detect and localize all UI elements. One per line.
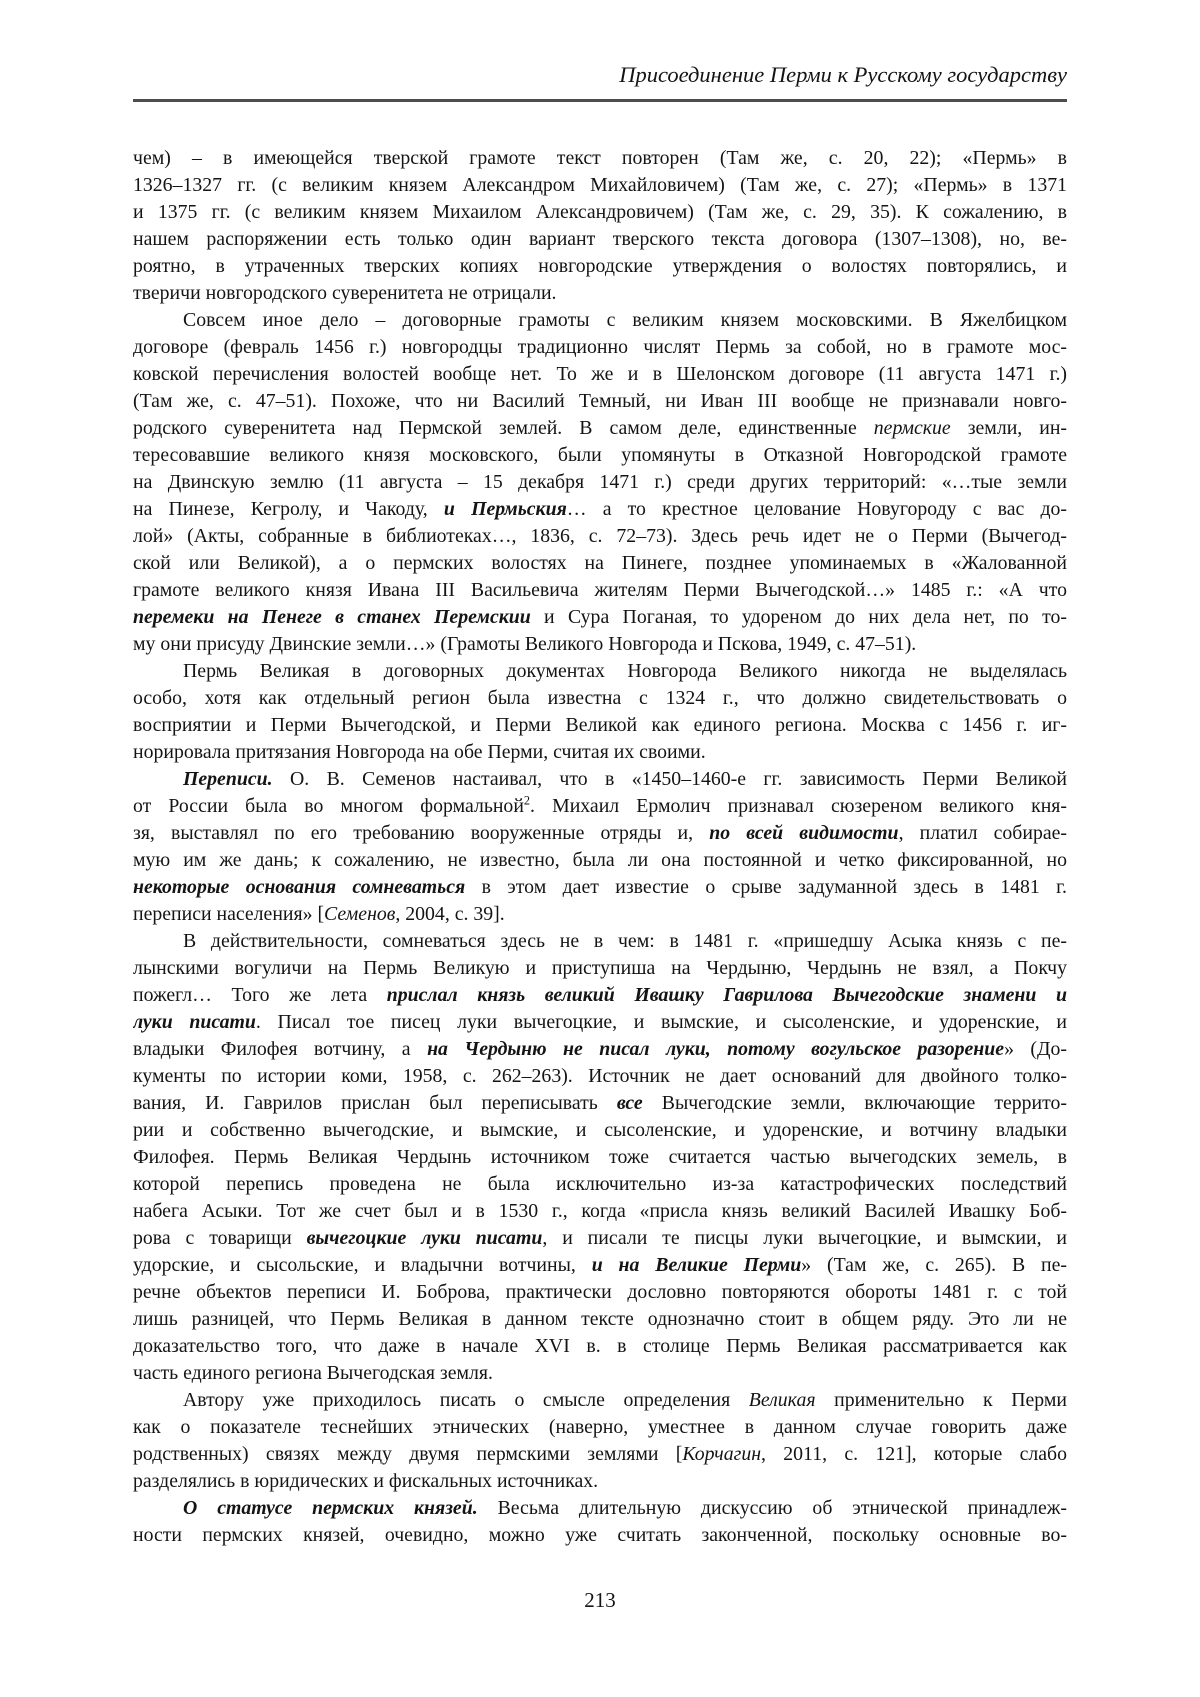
- text-run: родского суверенитета над Пермской землей. В самом деле, единственные: [133, 417, 874, 439]
- text-line: [133, 253, 1067, 280]
- text-run: » (До-: [1004, 1038, 1067, 1060]
- header-rule: [133, 99, 1067, 102]
- text-run: которой перепись проведена не была исключительно из-за катастрофических последствий: [133, 1173, 1067, 1195]
- text-run: восприятии и Перми Вычегодской, и Перми Великой как единого региона. Москва с 1456 г. иг-: [133, 714, 1067, 736]
- text-run: 1326–1327 гг. (с великим князем Александром Михайловичем) (Там же, с. 27); «Пермь» в 1371: [133, 174, 1067, 196]
- text-line: [133, 1009, 1067, 1036]
- paragraph: [133, 1387, 1067, 1495]
- text-line: [133, 820, 1067, 847]
- text-run: нашем распоряжении есть только один вариант тверского текста договора (1307–1308), но, ве-: [133, 228, 1067, 250]
- text-line: [133, 712, 1067, 739]
- text-run: в этом дает известие о срыве задуманной здесь в 1481 г.: [465, 876, 1067, 898]
- text-run: норировала притязания Новгорода на обе Перми, считая их своими.: [133, 741, 706, 763]
- text-run: часть единого региона Вычегодская земля.: [133, 1362, 493, 1384]
- emphasis-run: прислал князь великий Ивашку Гаврилова Вычегодские знамени и: [386, 984, 1067, 1006]
- text-run: , и писали те писцы луки вычегоцкие, и вымскии, и: [542, 1227, 1067, 1249]
- text-line: [133, 874, 1067, 901]
- text-run: на Двинскую землю (11 августа – 15 декабря 1471 г.) среди других территорий: «…тые земли: [133, 471, 1067, 493]
- emphasis-run: на Чердыню не писал луки, потому вогульское разорение: [427, 1038, 1005, 1060]
- text-line: [133, 658, 1067, 685]
- text-line: [133, 1198, 1067, 1225]
- text-line: [133, 1252, 1067, 1279]
- text-run: рова с товарищи: [133, 1227, 307, 1249]
- emphasis-run: и Пермьския: [443, 498, 567, 520]
- text-run: чем) – в имеющейся тверской грамоте текст повторен (Там же, с. 20, 22); «Пермь» в: [133, 147, 1067, 169]
- text-line: [133, 1117, 1067, 1144]
- text-run: и 1375 гг. (с великим князем Михаилом Александровичем) (Там же, с. 29, 35). К сожалению, в: [133, 201, 1067, 223]
- footnote-marker: 2: [523, 793, 531, 808]
- emphasis-run: Великая: [748, 1389, 816, 1411]
- text-run: разделялись в юридических и фискальных источниках.: [133, 1470, 599, 1492]
- emphasis-run: по всей видимости: [709, 822, 899, 844]
- text-run: роятно, в утраченных тверских копиях новгородские утверждения о волостях повторялись, и: [133, 255, 1067, 277]
- text-run: лынскими вогуличи на Пермь Великую и приступиша на Чердыню, Чердынь не взял, а Покчу: [133, 957, 1067, 979]
- text-line: [133, 415, 1067, 442]
- emphasis-run: пермские: [873, 417, 951, 439]
- text-run: владыки Филофея вотчину, а: [133, 1038, 428, 1060]
- text-line: [133, 955, 1067, 982]
- text-run: удорские, и сысольские, и владычни вотчины,: [133, 1254, 592, 1276]
- text-run: как о показателе теснейших этнических (наверно, уместнее в данном случае говорить даже: [133, 1416, 1067, 1438]
- text-run: О. В. Семенов настаивал, что в «1450–1460-е гг. зависимость Перми Великой: [272, 768, 1067, 790]
- text-run: кументы по истории коми, 1958, с. 262–263). Источник не дает оснований для двойного толко-: [133, 1065, 1067, 1087]
- text-line: [133, 901, 1067, 928]
- page-content: [133, 60, 1067, 1549]
- page-number: 213: [584, 1588, 616, 1612]
- emphasis-run: вычегоцкие луки писати: [306, 1227, 543, 1249]
- emphasis-run: и на Великие Перми: [591, 1254, 802, 1276]
- paragraph: [133, 766, 1067, 928]
- text-run: вания, И. Гаврилов прислан был переписывать: [133, 1092, 617, 1114]
- text-run: набега Асыки. Тот же счет был и в 1530 г., когда «присла князь великий Василей Ивашку Боб-: [133, 1200, 1067, 1222]
- text-run: тересовавшие великого князя московского, были упомянуты в Отказной Новгородской грамоте: [133, 444, 1067, 466]
- text-run: договоре (февраль 1456 г.) новгородцы традиционно числят Пермь за собой, но в грамоте мос-: [133, 336, 1067, 358]
- text-line: [133, 793, 1067, 820]
- text-run: В действительности, сомневаться здесь не в чем: в 1481 г. «пришедшу Асыка князь с пе-: [183, 930, 1067, 952]
- text-line: [133, 469, 1067, 496]
- text-run: особо, хотя как отдельный регион была известна с 1324 г., что должно свидетельствовать о: [133, 687, 1067, 709]
- emphasis-run: луки писати: [133, 1011, 256, 1033]
- text-line: [133, 1144, 1067, 1171]
- text-run: , 2004, с. 39].: [395, 903, 505, 925]
- text-run: » (Там же, с. 265). В пе-: [801, 1254, 1067, 1276]
- text-run: Пермь Великая в договорных документах Новгорода Великого никогда не выделялась: [183, 660, 1067, 682]
- text-run: и Сура Поганая, то удореном до них дела нет, по то-: [530, 606, 1067, 628]
- text-line: [133, 1090, 1067, 1117]
- text-line: [133, 1306, 1067, 1333]
- text-line: [133, 1387, 1067, 1414]
- text-run: Вычегодские земли, включающие террито-: [642, 1092, 1067, 1114]
- paragraph: [133, 307, 1067, 658]
- text-line: [133, 388, 1067, 415]
- text-run: ской или Великой), а о пермских волостях на Пинеге, позднее упоминаемых в «Жалованной: [133, 552, 1067, 574]
- text-run: доказательство того, что даже в начале XVI в. в столице Пермь Великая рассматривается как: [133, 1335, 1067, 1357]
- text-run: Весьма длительную дискуссию об этнической принадлеж-: [477, 1497, 1067, 1519]
- text-line: [133, 523, 1067, 550]
- text-run: ковской перечисления волостей вообще нет. То же и в Шелонском договоре (11 августа 1471 г.): [133, 363, 1067, 385]
- emphasis-run: некоторые основания сомневаться: [133, 876, 466, 898]
- text-run: лишь разницей, что Пермь Великая в данном тексте однозначно стоит в общем ряду. Это ли не: [133, 1308, 1067, 1330]
- text-run: лой» (Акты, собранные в библиотеках…, 1836, с. 72–73). Здесь речь идет не о Перми (Вычегод-: [133, 525, 1067, 547]
- text-line: [133, 226, 1067, 253]
- paragraph: [133, 145, 1067, 307]
- emphasis-run: Переписи.: [183, 768, 273, 790]
- text-line: [133, 928, 1067, 955]
- text-run: мую им же дань; к сожалению, не известно, была ли она постоянной и четко фиксированной, но: [133, 849, 1067, 871]
- text-line: [133, 1333, 1067, 1360]
- text-run: (Там же, с. 47–51). Похоже, что ни Василий Темный, ни Иван III вообще не признавали новго-: [133, 390, 1067, 412]
- text-run: , 2011, с. 121], которые слабо: [761, 1443, 1067, 1465]
- text-line: [133, 1279, 1067, 1306]
- text-run: родственных) связях между двумя пермскими землями [: [133, 1443, 683, 1465]
- text-line: [133, 1441, 1067, 1468]
- paragraph: [133, 1495, 1067, 1549]
- text-line: [133, 199, 1067, 226]
- text-run: земли, ин-: [950, 417, 1067, 439]
- text-line: [133, 766, 1067, 793]
- text-run: рии и собственно вычегодские, и вымские, и сысоленские, и удоренские, и вотчину владыки: [133, 1119, 1067, 1141]
- text-run: применительно к Перми: [815, 1389, 1067, 1411]
- text-line: [133, 685, 1067, 712]
- text-run: тверичи новгородского суверенитета не отрицали.: [133, 282, 557, 304]
- text-line: [133, 1495, 1067, 1522]
- text-line: [133, 145, 1067, 172]
- text-line: [133, 334, 1067, 361]
- text-line: [133, 1036, 1067, 1063]
- emphasis-run: перемеки на Пенеге в станех Перемскии: [133, 606, 531, 628]
- text-run: Совсем иное дело – договорные грамоты с великим князем московскими. В Яжелбицком: [183, 309, 1067, 331]
- text-line: [133, 307, 1067, 334]
- text-line: [133, 1360, 1067, 1387]
- paragraph: [133, 658, 1067, 766]
- text-run: от России была во многом формальной: [133, 795, 524, 817]
- text-run: грамоте великого князя Ивана III Васильевича жителям Перми Вычегодской…» 1485 г.: «А что: [133, 579, 1067, 601]
- text-line: [133, 847, 1067, 874]
- text-run: на Пинезе, Кегролу, и Чакоду,: [133, 498, 444, 520]
- text-line: [133, 496, 1067, 523]
- emphasis-run: Корчагин: [682, 1443, 762, 1465]
- text-line: [133, 361, 1067, 388]
- text-run: . Писал тое писец луки вычегоцкие, и вымские, и сысоленские, и удоренские, и: [255, 1011, 1067, 1033]
- text-line: [133, 442, 1067, 469]
- emphasis-run: О статусе пермских князей.: [183, 1497, 478, 1519]
- text-run: Автору уже приходилось писать о смысле определения: [183, 1389, 749, 1411]
- text-line: [133, 577, 1067, 604]
- text-line: [133, 631, 1067, 658]
- text-run: … а то крестное целование Новугороду с вас до-: [566, 498, 1067, 520]
- body-text: [133, 145, 1067, 1549]
- text-run: пожегл… Того же лета: [133, 984, 387, 1006]
- text-line: [133, 1063, 1067, 1090]
- text-run: речне объектов переписи И. Боброва, практически дословно повторяются обороты 1481 г. с той: [133, 1281, 1067, 1303]
- text-run: му они присуду Двинские земли…» (Грамоты Великого Новгорода и Пскова, 1949, с. 47–51).: [133, 633, 917, 655]
- text-run: переписи населения» [: [133, 903, 325, 925]
- text-line: [133, 1171, 1067, 1198]
- text-run: ности пермских князей, очевидно, можно уже считать законченной, поскольку основные во-: [133, 1524, 1067, 1546]
- text-line: [133, 739, 1067, 766]
- text-line: [133, 172, 1067, 199]
- text-line: [133, 982, 1067, 1009]
- text-line: [133, 1522, 1067, 1549]
- emphasis-run: Семенов: [324, 903, 396, 925]
- emphasis-run: все: [616, 1092, 643, 1114]
- running-title: Присоединение Перми к Русскому государству: [619, 62, 1067, 87]
- text-run: зя, выставлял по его требованию вооруженные отряды и,: [133, 822, 710, 844]
- text-line: [133, 280, 1067, 307]
- text-line: [133, 604, 1067, 631]
- text-run: . Михаил Ермолич признавал сюзереном великого кня-: [530, 795, 1067, 817]
- text-run: , платил собирае-: [898, 822, 1067, 844]
- text-line: [133, 550, 1067, 577]
- text-line: [133, 1225, 1067, 1252]
- paragraph: [133, 928, 1067, 1387]
- text-line: [133, 1414, 1067, 1441]
- text-line: [133, 1468, 1067, 1495]
- text-run: Филофея. Пермь Великая Чердынь источником тоже считается частью вычегодских земель, в: [133, 1146, 1067, 1168]
